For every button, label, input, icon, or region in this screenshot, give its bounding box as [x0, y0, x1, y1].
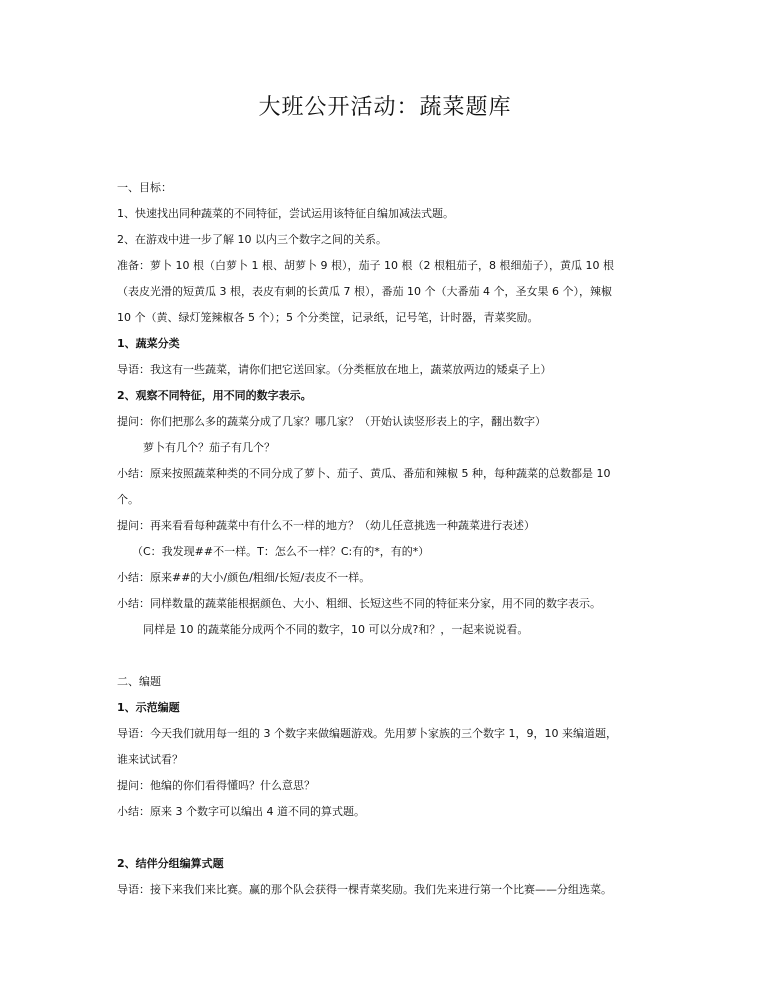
question-understand: 提问：他编的你们看得懂吗？什么意思？ — [117, 779, 315, 792]
dialogue-example: （C：我发现##不一样。T：怎么不一样？C:有的*，有的*） — [132, 545, 430, 558]
step-heading-classify: 1、蔬菜分类 — [117, 337, 180, 350]
intro-demo-line-2: 谁来试试看？ — [117, 753, 183, 766]
page-title: 大班公开活动：蔬菜题库 — [258, 95, 512, 120]
summary-kinds-line-2: 个。 — [117, 493, 139, 506]
goal-item-2: 2、在游戏中进一步了解 10 以内三个数字之间的关系。 — [117, 233, 387, 246]
step-heading-observe: 2、观察不同特征，用不同的数字表示。 — [117, 389, 312, 402]
preparation-line-3: 10 个（黄、绿灯笼辣椒各 5 个）；5 个分类筐，记录纸，记号笔，计时器，青菜奖励。 — [117, 311, 539, 324]
summary-split-ten: 同样是 10 的蔬菜能分成两个不同的数字，10 可以分成?和？，一起来说说看。 — [143, 623, 529, 636]
question-differences: 提问：再来看看每种蔬菜中有什么不一样的地方？（幼儿任意挑选一种蔬菜进行表述） — [117, 519, 535, 532]
intro-demo-line-1: 导语：今天我们就用每一组的 3 个数字来做编题游戏。先用萝卜家族的三个数字 1，9，10 来编道题， — [117, 727, 617, 740]
step-heading-demo: 1、示范编题 — [117, 701, 180, 714]
summary-kinds-line-1: 小结：原来按照蔬菜种类的不同分成了萝卜、茄子、黄瓜、番茄和辣椒 5 种，每种蔬菜的总数都是 10 — [117, 467, 611, 480]
question-counts: 萝卜有几个？茄子有几个？ — [143, 441, 275, 454]
section-heading-goals: 一、目标： — [117, 181, 172, 194]
section-heading-composing: 二、编题 — [117, 675, 161, 688]
preparation-line-1: 准备：萝卜 10 根（白萝卜 1 根、胡萝卜 9 根），茄子 10 根（2 根粗茄子，8 根细茄子），黄瓜 10 根 — [117, 259, 614, 272]
intro-classify: 导语：我这有一些蔬菜，请你们把它送回家。（分类框放在地上，蔬菜放两边的矮桌子上） — [117, 363, 552, 376]
goal-item-1: 1、快速找出同种蔬菜的不同特征，尝试运用该特征自编加减法式题。 — [117, 207, 454, 220]
question-families: 提问：你们把那么多的蔬菜分成了几家？哪几家？（开始认读竖形表上的字，翻出数字） — [117, 415, 546, 428]
step-heading-group: 2、结伴分组编算式题 — [117, 857, 224, 870]
summary-grouping: 小结：同样数量的蔬菜能根据颜色、大小、粗细、长短这些不同的特征来分家，用不同的数字表示。 — [117, 597, 601, 610]
summary-features: 小结：原来##的大小/颜色/粗细/长短/表皮不一样。 — [117, 571, 371, 584]
intro-competition: 导语：接下来我们来比赛。赢的那个队会获得一棵青菜奖励。我们先来进行第一个比赛——分组选菜。 — [117, 883, 612, 896]
summary-four-equations: 小结：原来 3 个数字可以编出 4 道不同的算式题。 — [117, 805, 365, 818]
preparation-line-2: （表皮光滑的短黄瓜 3 根，表皮有刺的长黄瓜 7 根），番茄 10 个（大番茄 4 个，圣女果 6 个），辣椒 — [117, 285, 612, 298]
